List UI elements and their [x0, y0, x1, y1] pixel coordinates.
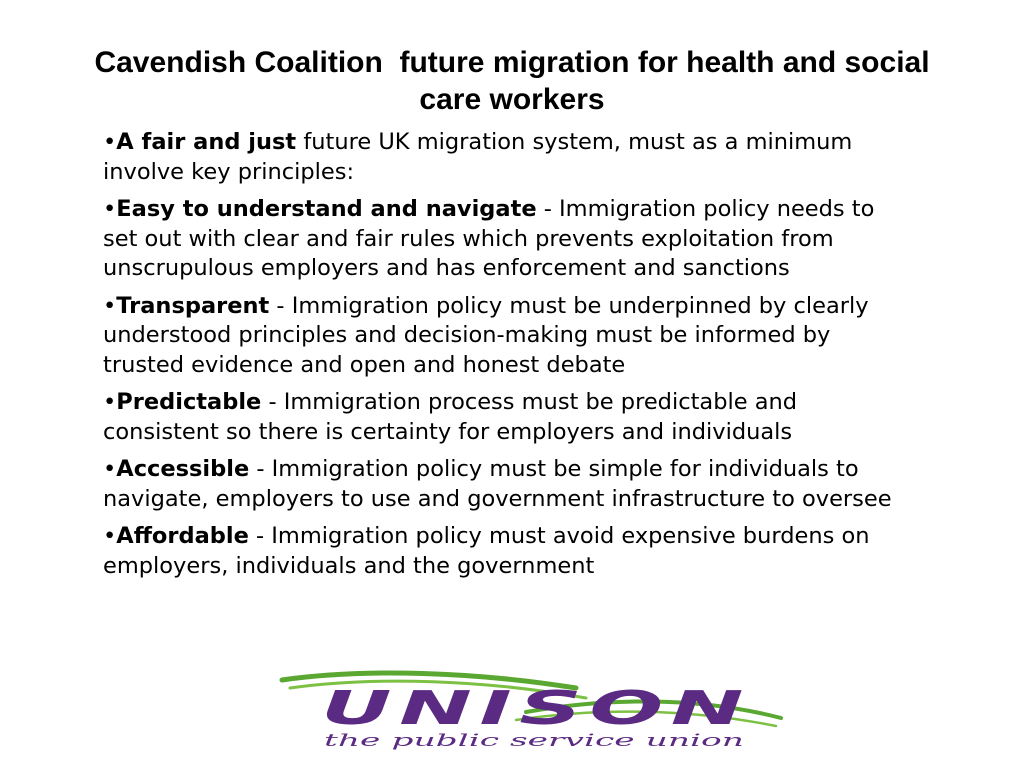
bullet-item — [103, 195, 893, 284]
bullet-lead: Affordable — [116, 523, 249, 549]
bullet-lead: Transparent — [116, 292, 270, 319]
bullet-text: - Immigration policy needs to set out with clear and fair rules which prevents exploitation from unscrupulous employers and has enforcement and sanctions — [103, 196, 875, 281]
bullet-marker: • — [103, 456, 117, 482]
bullet-marker: • — [103, 523, 117, 549]
bullet-lead: Predictable — [116, 389, 262, 415]
bullet-item — [103, 292, 893, 381]
bullet-lead: A fair and just — [116, 129, 297, 155]
unison-logo — [276, 668, 796, 756]
bullet-item — [103, 128, 893, 187]
bullet-marker: • — [103, 196, 117, 222]
bullet-item — [103, 388, 893, 447]
bullet-text: - Immigration policy must be simple for individuals to navigate, employers to use and government infrastructure to oversee — [103, 456, 892, 512]
slide-title: Cavendish Coalition future migration for health and social care workers — [94, 46, 938, 116]
logo-wordmark: UNISON — [321, 681, 751, 735]
bullet-text: - Immigration policy must avoid expensive burdens on employers, individuals and the government — [103, 523, 870, 579]
bullet-item — [103, 522, 893, 581]
bullet-marker: • — [103, 389, 117, 415]
bullet-text: - Immigration policy must be underpinned by clearly understood principles and decision-making must be informed by trusted evidence and open and honest debate — [103, 292, 869, 378]
bullet-item — [103, 455, 893, 514]
bullet-marker: • — [103, 129, 117, 155]
bullet-marker: • — [103, 292, 117, 319]
bullet-list — [103, 128, 893, 589]
bullet-lead: Accessible — [116, 456, 250, 482]
logo-tagline: the public service union — [324, 731, 744, 751]
bullet-text: future UK migration system, must as a minimum involve key principles: — [103, 129, 853, 185]
bullet-lead: Easy to understand and navigate — [116, 196, 537, 222]
bullet-text: - Immigration process must be predictable and consistent so there is certainty for employers and individuals — [103, 389, 798, 445]
